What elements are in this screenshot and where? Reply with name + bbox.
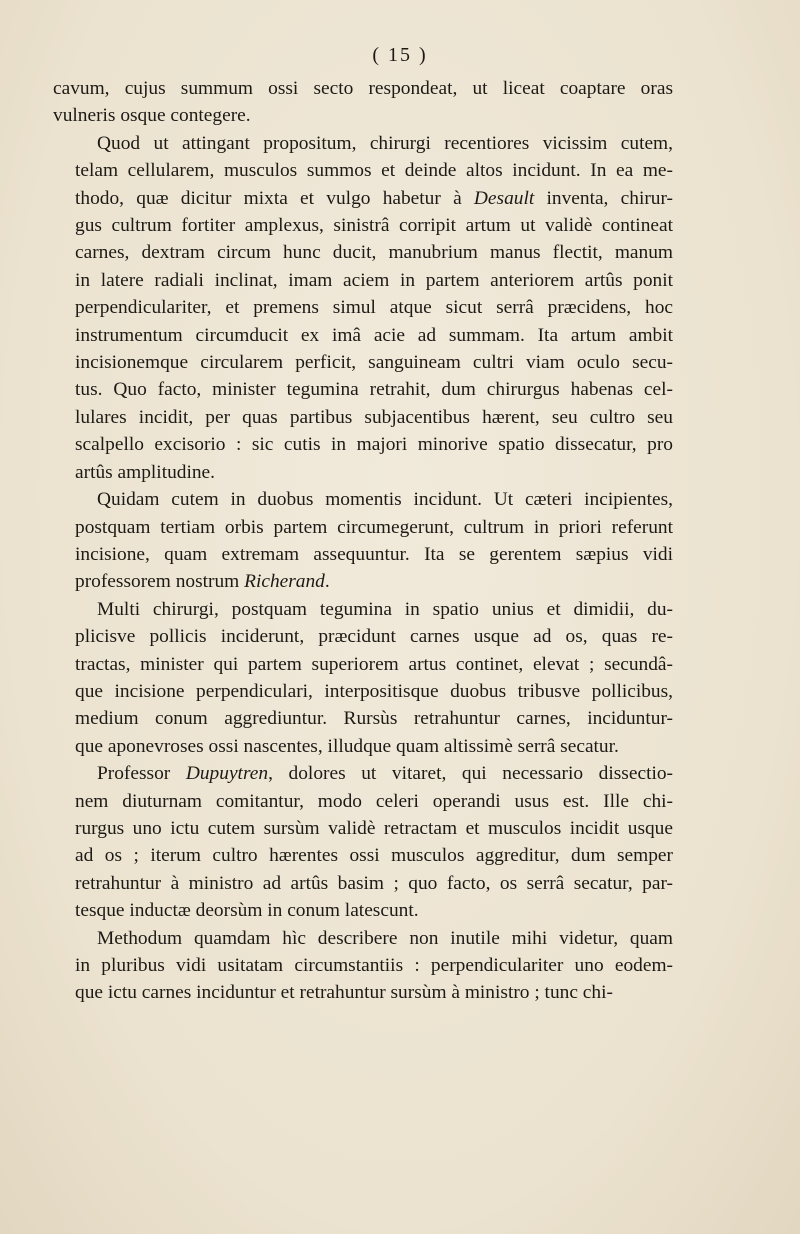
text-line: cavum, cujus summum ossi secto respondeat, ut liceat coaptare oras [53, 78, 673, 99]
paragraph [53, 75, 673, 130]
paragraph [53, 925, 673, 1007]
text-line: carnes, dextram circum hunc ducit, manubrium manus flectit, manum [75, 242, 673, 264]
text-line: incisione, quam extremam assequuntur. Ita se gerentem sæpius vidi [75, 543, 673, 565]
paragraph [53, 760, 673, 924]
text-line: lulares incidit, per quas partibus subjacentibus hærent, seu cultro seu [75, 406, 673, 428]
text-line: Quod ut attingant propositum, chirurgi recentiores vicissim cutem, [97, 132, 673, 154]
text-line: Multi chirurgi, postquam tegumina in spatio unius et dimidii, du- [97, 598, 673, 620]
text-line: perpendiculariter, et premens simul atque sicut serrâ præcidens, hoc [75, 297, 673, 319]
text-line: tesque inductæ deorsùm in conum latescunt. [75, 900, 419, 922]
text-line: thodo, quæ dicitur mixta et vulgo habetur à Desault inventa, chirur- [75, 187, 674, 209]
body-text [53, 75, 673, 1007]
text-line: nem diuturnam comitantur, modo celeri operandi usus est. Ille chi- [75, 790, 673, 812]
text-line: instrumentum circumducit ex imâ acie ad summam. Ita artum ambit [75, 324, 673, 346]
text-line: medium conum aggrediuntur. Rursùs retrahuntur carnes, inciduntur- [75, 708, 673, 730]
text-line: in latere radiali inclinat, imam aciem in partem anteriorem artûs ponit [75, 269, 673, 291]
text-line: gus cultrum fortiter amplexus, sinistrâ corripit artum ut validè contineat [75, 215, 673, 237]
text-line: que incisione perpendiculari, interpositisque duobus tribusve pollicibus, [75, 680, 673, 702]
text-line: retrahuntur à ministro ad artûs basim ; quo facto, os serrâ secatur, par- [75, 872, 673, 894]
text-line: ad os ; iterum cultro hærentes ossi musculos aggreditur, dum semper [75, 845, 673, 867]
text-line: rurgus uno ictu cutem sursùm validè retractam et musculos incidit usque [75, 817, 673, 839]
paragraph [53, 596, 673, 760]
text-line: telam cellularem, musculos summos et deinde altos incidunt. In ea me- [75, 160, 673, 182]
text-line: plicisve pollicis inciderunt, præcidunt carnes usque ad os, quas re- [75, 626, 673, 648]
text-line: professorem nostrum Richerand. [75, 571, 330, 593]
italic-name: Desault [473, 187, 535, 209]
text-line: vulneris osque contegere. [53, 105, 251, 127]
text-line: que aponevroses ossi nascentes, illudque quam altissimè serrâ secatur. [75, 735, 619, 757]
text-line: postquam tertiam orbis partem circumegerunt, cultrum in priori referunt [75, 516, 673, 538]
text-line: Quidam cutem in duobus momentis incidunt. Ut cæteri incipientes, [97, 489, 673, 511]
text-line: que ictu carnes inciduntur et retrahuntur sursùm à ministro ; tunc chi- [75, 982, 613, 1004]
text-line: scalpello excisorio : sic cutis in majori minorive spatio dissecatur, pro [75, 434, 673, 456]
text-line: Methodum quamdam hìc describere non inutile mihi videtur, quam [97, 927, 673, 949]
text-line: in pluribus vidi usitatam circumstantiis : perpendiculariter uno eodem- [75, 955, 673, 976]
text-line: tus. Quo facto, minister tegumina retrahit, dum chirurgus habenas cel- [75, 379, 673, 401]
paragraph [53, 486, 673, 596]
text-line: Professor Dupuytren, dolores ut vitaret, qui necessario dissectio- [97, 763, 673, 785]
text-line: incisionemque circularem perficit, sanguineam cultri viam oculo secu- [75, 352, 673, 374]
page-number-header: ( 15 ) [372, 44, 428, 66]
paragraph [53, 130, 673, 486]
italic-name: Richerand [244, 571, 325, 593]
text-line: artûs amplitudine. [75, 461, 216, 483]
text-line: tractas, minister qui partem superiorem artus continet, elevat ; secundâ- [75, 653, 673, 675]
italic-name: Dupuytren [185, 763, 269, 785]
